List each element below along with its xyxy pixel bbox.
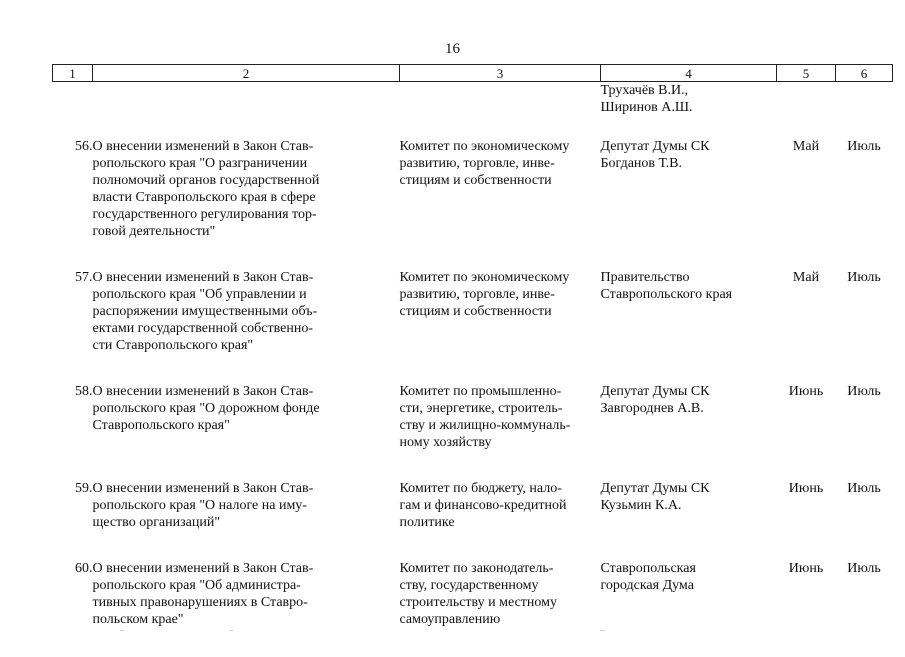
bill-title-cell	[93, 138, 400, 269]
scan-artifact	[600, 630, 605, 631]
committee-line: Комитет по бюджету, нало-	[399, 481, 562, 496]
author-cell	[601, 560, 777, 657]
committee-line: стициям и собственности	[399, 173, 552, 188]
column-header-6: 6	[836, 65, 893, 82]
author-line: Депутат Думы СК	[600, 384, 710, 399]
column-6-cell: Июль	[847, 139, 881, 154]
row-number: 57.	[75, 270, 93, 285]
committee-line: сти, энергетике, строитель-	[399, 401, 563, 416]
committee-line: политике	[399, 515, 455, 530]
title-line: государственного регулирования тор-	[92, 207, 317, 222]
column-5-cell: Июнь	[788, 561, 824, 576]
title-line: щество организаций"	[92, 515, 221, 530]
author-line: Ставропольская	[600, 561, 696, 576]
scan-artifact	[230, 630, 233, 631]
committee-line: Комитет по законодатель-	[399, 561, 554, 576]
author-line: Ставропольского края	[600, 287, 733, 302]
committee-line: Комитет по промышленно-	[399, 384, 562, 399]
column-6-cell: Июль	[847, 270, 881, 285]
column-6-cell: Июль	[847, 561, 881, 576]
author-cell	[601, 138, 777, 269]
scan-artifact	[120, 630, 124, 631]
row-number: 59.	[75, 481, 93, 496]
title-line: власти Ставропольского края в сфере	[92, 190, 316, 205]
continuation-author-cell	[601, 82, 777, 139]
table-row	[53, 138, 893, 269]
table-row	[53, 560, 893, 657]
bill-title-cell	[93, 269, 400, 383]
bill-title-cell	[93, 480, 400, 560]
column-5-cell: Июнь	[788, 481, 824, 496]
table-row	[53, 480, 893, 560]
table-row	[53, 383, 893, 480]
committee-cell	[400, 560, 601, 657]
author-line: Ширинов А.Ш.	[600, 100, 693, 115]
committee-line: ному хозяйству	[399, 435, 492, 450]
bill-title-cell	[93, 560, 400, 657]
title-line: О внесении изменений в Закон Став-	[92, 139, 314, 154]
title-line: ропольского края "О дорожном фонде	[92, 401, 320, 416]
author-line: Депутат Думы СК	[600, 481, 710, 496]
author-cell	[601, 269, 777, 383]
committee-line: ству, государственному	[399, 578, 539, 593]
committee-line: развитию, торговле, инве-	[399, 156, 555, 171]
author-line: Богданов Т.В.	[600, 156, 683, 171]
committee-line: строительству и местному	[399, 595, 557, 610]
author-cell	[601, 383, 777, 480]
column-header-3: 3	[400, 65, 601, 82]
committee-line: гам и финансово-кредитной	[399, 498, 567, 513]
title-line: О внесении изменений в Закон Став-	[92, 561, 314, 576]
author-line: городская Дума	[600, 578, 694, 593]
committee-line: стициям и собственности	[399, 304, 552, 319]
title-line: ропольского края "Об администра-	[92, 578, 301, 593]
committee-line: Комитет по экономическому	[399, 139, 570, 154]
legislation-plan-table	[52, 64, 893, 657]
committee-cell	[400, 138, 601, 269]
continuation-row	[53, 82, 893, 139]
committee-cell	[400, 269, 601, 383]
title-line: Ставропольского края"	[92, 418, 230, 433]
committee-cell	[400, 383, 601, 480]
author-line: Кузьмин К.А.	[600, 498, 682, 513]
committee-line: ству и жилищно-коммуналь-	[399, 418, 571, 433]
title-line: О внесении изменений в Закон Став-	[92, 481, 314, 496]
author-line: Завгороднев А.В.	[600, 401, 704, 416]
title-line: ропольского края "О разграничении	[92, 156, 308, 171]
column-header-5: 5	[777, 65, 836, 82]
column-5-cell: Май	[792, 270, 820, 285]
author-line: Трухачёв В.И.,	[600, 83, 689, 98]
column-6-cell: Июль	[847, 384, 881, 399]
column-5-cell: Май	[792, 139, 820, 154]
title-line: ропольского края "Об управлении и	[92, 287, 307, 302]
column-header-2: 2	[93, 65, 400, 82]
title-line: О внесении изменений в Закон Став-	[92, 384, 314, 399]
title-line: тивных правонарушениях в Ставро-	[92, 595, 308, 610]
committee-cell	[400, 480, 601, 560]
column-header-1: 1	[53, 65, 93, 82]
committee-line: Комитет по экономическому	[399, 270, 570, 285]
title-line: распоряжении имущественными объ-	[92, 304, 318, 319]
title-line: полномочий органов государственной	[92, 173, 320, 188]
author-cell	[601, 480, 777, 560]
title-line: ектами государственной собственно-	[92, 321, 314, 336]
committee-line: развитию, торговле, инве-	[399, 287, 555, 302]
column-header-4: 4	[601, 65, 777, 82]
column-6-cell: Июль	[847, 481, 881, 496]
title-line: О внесении изменений в Закон Став-	[92, 270, 314, 285]
title-line: говой деятельности"	[92, 224, 216, 239]
column-5-cell: Июнь	[788, 384, 824, 399]
author-line: Правительство	[600, 270, 690, 285]
title-line: ропольского края "О налоге на иму-	[92, 498, 307, 513]
column-number-header	[53, 65, 893, 82]
title-line: сти Ставропольского края"	[92, 338, 254, 353]
title-line: польском крае"	[92, 612, 184, 627]
bill-title-cell	[93, 383, 400, 480]
row-number: 56.	[75, 139, 93, 154]
row-number: 58.	[75, 384, 93, 399]
author-line: Депутат Думы СК	[600, 139, 710, 154]
table-row	[53, 269, 893, 383]
row-number: 60.	[75, 561, 93, 576]
committee-line: самоуправлению	[399, 612, 501, 627]
page-number: 16	[445, 41, 460, 57]
